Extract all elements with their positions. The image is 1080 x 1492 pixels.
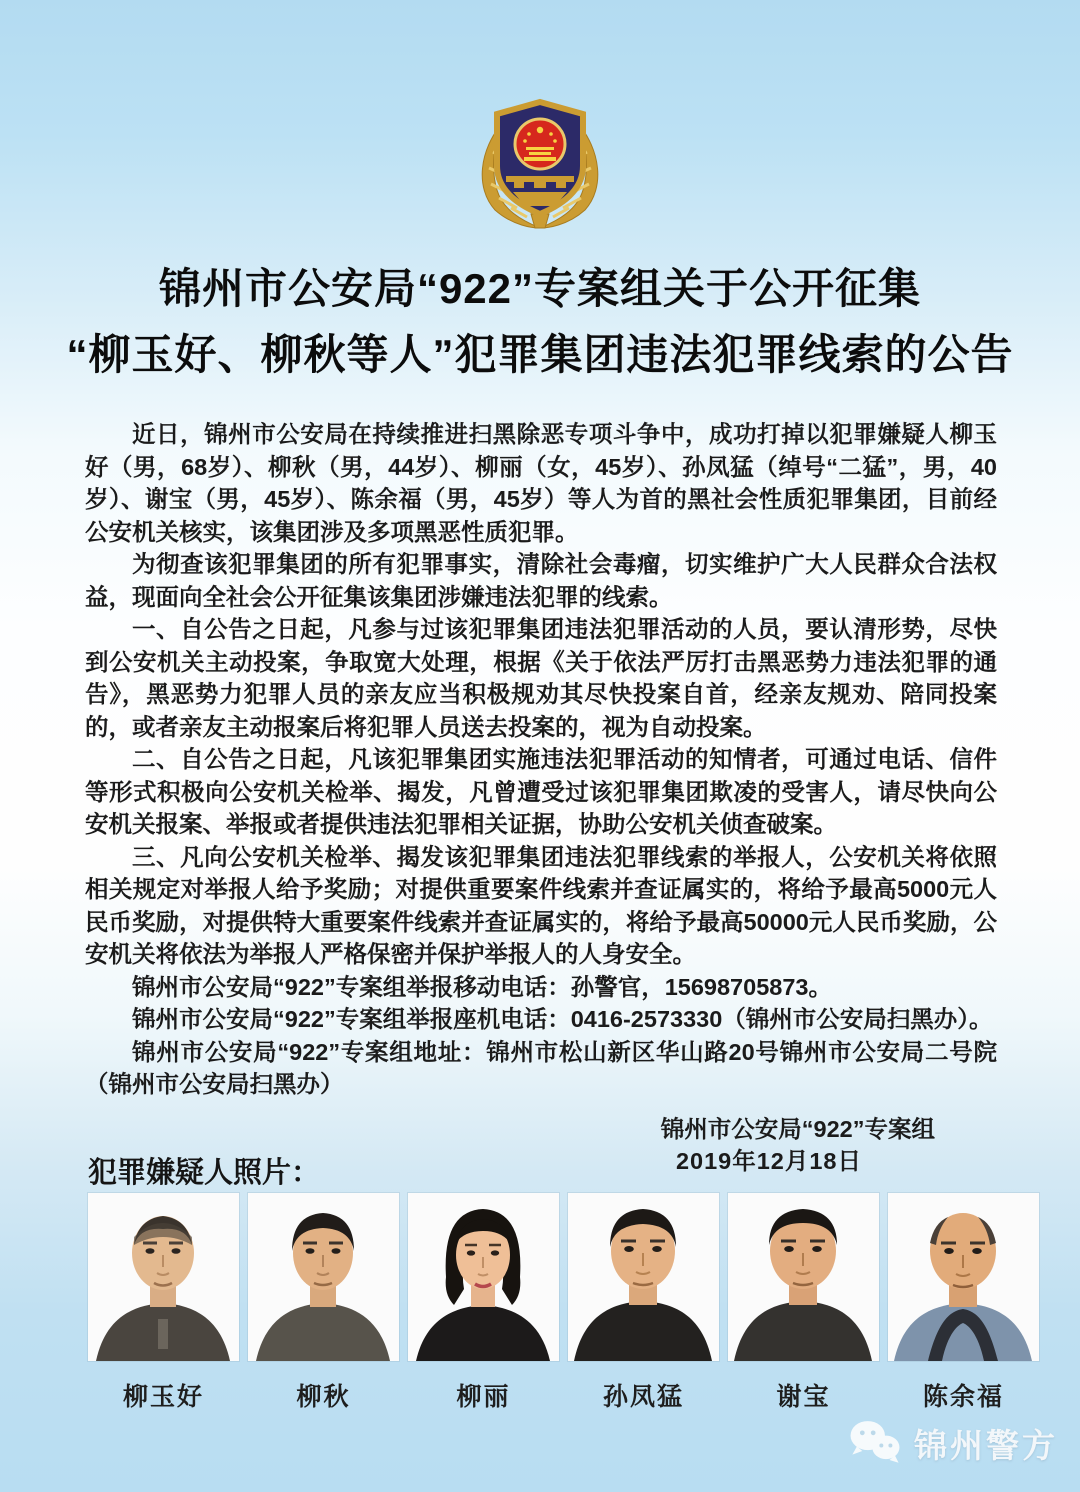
wechat-icon: [846, 1417, 904, 1470]
paragraph-item-2: 二、自公告之日起，凡该犯罪集团实施违法犯罪活动的知情者，可通过电话、信件等形式积极向公安机关检举、揭发，凡曾遭受过该犯罪集团欺凌的受害人，请尽快向公安机关报案、举报或者提供违法犯罪相关证据，协助公安机关侦查破案。: [85, 746, 997, 837]
suspect-name: 谢宝: [776, 1384, 831, 1411]
suspect-card-chenyufu: [888, 1193, 1039, 1413]
paragraph-item-1: 一、自公告之日起，凡参与过该犯罪集团违法犯罪活动的人员，要认清形势，尽快到公安机关主动投案，争取宽大处理，根据《关于依法严厉打击黑恶势力违法犯罪的通告》，黑恶势力犯罪人员的亲友应当积极规劝其尽快投案自首，经亲友规劝、陪同投案的，或者亲友主动报案后将犯罪人员送去投案的，视为自动投案。: [85, 616, 997, 740]
suspect-card-liuyuhao: [88, 1193, 239, 1413]
paragraph-purpose: 为彻查该犯罪集团的所有犯罪事实，清除社会毒瘤，切实维护广大人民群众合法权益，现面向全社会公开征集该集团涉嫌违法犯罪的线索。: [85, 551, 997, 610]
contact-address: 锦州市公安局“922”专案组地址：锦州市松山新区华山路20号锦州市公安局二号院（锦州市公安局扫黑办）: [85, 1038, 997, 1097]
signature-date: 2019年12月18日: [675, 1148, 862, 1174]
suspect-name: 柳秋: [296, 1384, 351, 1411]
suspect-photo: [888, 1193, 1039, 1361]
suspect-name: 柳玉好: [122, 1384, 204, 1411]
contact-mobile: 锦州市公安局“922”专案组举报移动电话：孙警官，15698705873。: [132, 973, 832, 1000]
suspect-photo: [728, 1193, 879, 1361]
watermark-text: 锦州警方: [914, 1427, 1058, 1464]
suspect-card-liuli: [408, 1193, 559, 1413]
suspect-photo: [248, 1193, 399, 1361]
suspect-card-liuqiu: [248, 1193, 399, 1413]
paragraph-item-3: 三、凡向公安机关检举、揭发该犯罪集团违法犯罪线索的举报人，公安机关将依照相关规定对举报人给予奖励；对提供重要案件线索并查证属实的，将给予最高5000元人民币奖励，对提供特大重要案件线索并查证属实的，将给予最高50000元人民币奖励，公安机关将依法为举报人严格保密并保护举报人的人身安全。: [85, 843, 997, 967]
suspect-card-xiebao: [728, 1193, 879, 1413]
suspect-name: 孙凤猛: [602, 1384, 684, 1411]
contact-landline: 锦州市公安局“922”专案组举报座机电话：0416-2573330（锦州市公安局扫黑办）。: [132, 1006, 993, 1032]
suspects-photos-label: 犯罪嫌疑人照片：: [88, 1157, 321, 1189]
police-badge-icon: [473, 92, 607, 230]
title-line-1: 锦州市公安局“922”专案组关于公开征集: [158, 265, 922, 312]
suspect-photo: [568, 1193, 719, 1361]
notice-title: [0, 256, 1080, 388]
account-watermark: [846, 1417, 1058, 1470]
suspect-photo: [408, 1193, 559, 1361]
title-line-2: “柳玉好、柳秋等人”犯罪集团违法犯罪线索的公告: [66, 331, 1014, 378]
suspects-photo-row: [88, 1193, 1040, 1413]
paragraph-intro: 近日，锦州市公安局在持续推进扫黑除恶专项斗争中，成功打掉以犯罪嫌疑人柳玉好（男，68岁）、柳秋（男，44岁）、柳丽（女，45岁）、孙凤猛（绰号“二猛”，男，40岁）、谢宝（男，45岁）、陈余福（男，45岁）等人为首的黑社会性质犯罪集团，目前经公安机关核实，该集团涉及多项黑恶性质犯罪。: [85, 421, 997, 545]
suspect-name: 柳丽: [456, 1384, 511, 1411]
notice-body: [85, 418, 997, 1178]
signature-org: 锦州市公安局“922”专案组: [660, 1115, 935, 1142]
suspect-card-sunfengmeng: [568, 1193, 719, 1413]
suspect-name: 陈余福: [922, 1384, 1004, 1411]
suspect-photo: [88, 1193, 239, 1361]
